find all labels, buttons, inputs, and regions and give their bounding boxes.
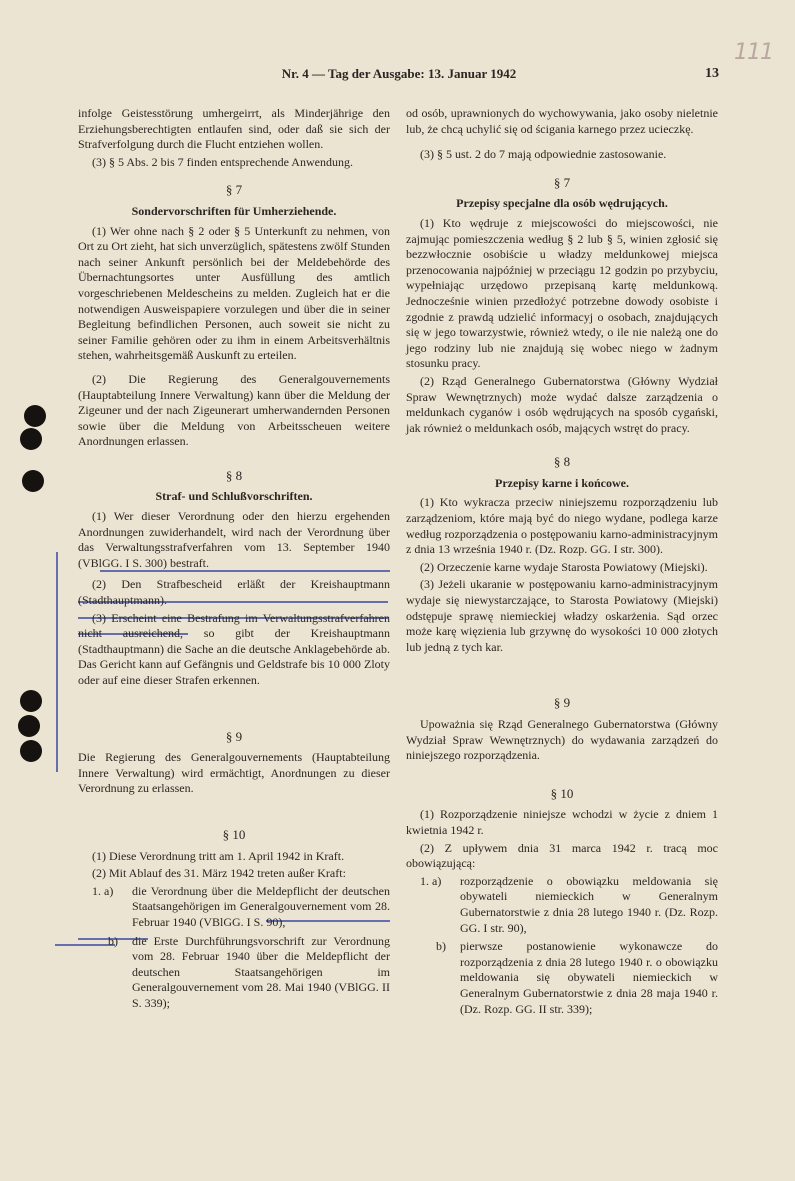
repeal-list — [406, 874, 718, 1017]
section-title: Przepisy karne i końcowe. — [495, 475, 629, 490]
list-marker: 1. a) — [420, 873, 442, 888]
repeal-list — [78, 884, 390, 1012]
list-item — [406, 939, 718, 1017]
list-item-text: pierwsze postanowienie wykonawcze do rozporządzenia z dnia 28 lutego 1940 r. o obowiązku meldowania się obywateli niemieckich w Generalnym Gubernatorstwie z dnia 28 maja 1940 r. (Dz. Rozp. GG. II str. 339); — [460, 939, 718, 1016]
page-header: Nr. 4 — Tag der Ausgabe: 13. Januar 1942 — [281, 66, 517, 81]
list-marker: b) — [108, 933, 118, 948]
continuation-paragraph: od osób, uprawnionych do wychowywania, jako osoby nieletnie lub, że chcą uchylić się od ścigania karnego przez ucieczkę. — [406, 106, 718, 136]
paragraph: (1) Rozporządzenie niniejsze wchodzi w życie z dniem 1 kwietnia 1942 r. — [406, 807, 718, 837]
section-title: Przepisy specjalne dla osób wędrujących. — [456, 196, 668, 211]
list-marker: b) — [436, 939, 446, 954]
section-heading: § 7 — [225, 182, 243, 198]
paragraph: (2) Rząd Generalnego Gubernatorstwa (Główny Wydział Spraw Wewnętrznych) może wydać dalsze zarządzenia o meldunkach cyganów i osób wędrujących na sposób cygański, jak również o meldunkach osób, mających wstręt do pracy. — [406, 373, 718, 435]
list-marker: 1. a) — [92, 883, 114, 898]
paragraph: (3) § 5 Abs. 2 bis 7 finden entsprechende Anwendung. — [92, 154, 353, 169]
list-item-text: die Verordnung über die Meldepflicht der deutschen Staatsangehörigen im Generalgouvernement vom 28. Februar 1940 (VBlGG. I S. 90), — [132, 883, 390, 929]
section-title: Straf- und Schlußvorschriften. — [155, 489, 313, 504]
paragraph: (1) Kto wykracza przeciw niniejszemu rozporządzeniu lub zarządzeniom, które mają być do niego wydane, podlega karze według rozporządzenia o postępowaniu karno-administracyjnym z dnia 13 września 1940 r. (Dz. Rozp. GG. I str. 300). — [406, 495, 718, 557]
list-item-text: rozporządzenie o obowiązku meldowania się obywateli niemieckich w Generalnym Gubernatorstwie z dnia 28 lutego 1940 r. (Dz. Rozp. GG. I str. 90), — [460, 873, 718, 935]
section-heading: § 8 — [225, 467, 243, 483]
margin-pencil-line — [56, 552, 58, 772]
section-heading: § 7 — [553, 174, 571, 190]
binder-hole — [20, 740, 42, 762]
section-title: Sondervorschriften für Umherziehende. — [131, 203, 337, 218]
list-item — [406, 874, 718, 936]
paragraph: (2) Orzeczenie karne wydaje Starosta Powiatowy (Miejski). — [420, 559, 708, 574]
section-heading: § 10 — [550, 785, 574, 801]
list-item — [78, 934, 390, 1012]
paragraph: (1) Wer dieser Verordnung oder den hierzu ergehenden Anordnungen zuwiderhandelt, wird nach der Verordnung über das Verwaltungsstrafverfahren vom 13. September 1940 (VBlGG. I S. 300) bestraft. — [78, 509, 390, 570]
paragraph: (3) § 5 ust. 2 do 7 mają odpowiednie zastosowanie. — [420, 147, 667, 162]
binder-hole — [20, 428, 42, 450]
paragraph: (1) Kto wędruje z miejscowości do miejscowości, nie zajmując pomieszczenia według § 2 lub § 5, winien zgłosić się bezzwłocznie osobiście u władzy meldunkowej miejsca przenocowania najpóźniej w przeciągu 12 godzin po przybyciu, wypełniając urzędowo przepisaną kartę meldunkową. Jednocześnie winien przedłożyć potrzebne dowody osobiste i zgodnie z prawdą udzielić informacyj o osobach, znajdujących się w jego towarzystwie, również wtedy, o ile nie należą one do jego rodziny lub nie znajdują się wobec niego w żadnym stosunku pracy. — [406, 215, 718, 371]
binder-hole — [20, 690, 42, 712]
paragraph: (2) Mit Ablauf des 31. März 1942 treten außer Kraft: — [92, 866, 346, 881]
list-item-text: die Erste Durchführungsvorschrift zur Verordnung vom 28. Februar 1940 über die Meldepflicht der deutschen Staatsangehörigen im Generalgouvernement vom 28. Mai 1940 (VBlGG. II S. 339); — [132, 933, 390, 1010]
paragraph: (2) Z upływem dnia 31 marca 1942 r. tracą moc obowiązującą: — [406, 840, 718, 871]
section-heading: § 9 — [553, 695, 571, 711]
section-heading: § 8 — [553, 454, 571, 470]
page-number: 13 — [705, 66, 719, 81]
paragraph: (3) Jeżeli ukaranie w postępowaniu karno-administracyjnym wydaje się niewystarczające, to Starosta Powiatowy (Miejski) odstępuje sprawę niemieckiej władzy oskarżenia. Sąd orzec może karę więzienia lub grzywnę do wysokości 10 000 złotych lub jedną z tych kar. — [406, 577, 718, 654]
list-item — [78, 884, 390, 931]
handwritten-page-number: 111 — [734, 40, 773, 65]
binder-hole — [18, 715, 40, 737]
continuation-paragraph: infolge Geistesstörung umhergeirrt, als Minderjährige den Erziehungsberechtigten entlaufen sind, oder daß sie sich der Strafverfolgung durch die Flucht entziehen wollen. — [78, 106, 390, 152]
binder-hole — [22, 470, 44, 492]
section-heading: § 10 — [222, 826, 246, 842]
paragraph: (2) Den Strafbescheid erläßt der Kreishauptmann (Stadthauptmann). — [78, 577, 390, 608]
binder-hole — [24, 405, 46, 427]
paragraph: Upoważnia się Rząd Generalnego Gubernatorstwa (Główny Wydział Spraw Wewnętrznych) do wydawania zarządzeń do niniejszego rozporządzenia. — [406, 717, 718, 763]
paragraph: (3) Erscheint eine Bestrafung im Verwaltungsstrafverfahren nicht ausreichend, so gibt der Kreishauptmann (Stadthauptmann) die Sache an die deutsche Anklagebehörde ab. Das Gericht kann auf Gefängnis und Geldstrafe bis 10 000 Zloty oder auf eine dieser Strafen erkennen. — [78, 610, 390, 687]
paragraph: (1) Diese Verordnung tritt am 1. April 1942 in Kraft. — [92, 848, 345, 863]
paragraph: (1) Wer ohne nach § 2 oder § 5 Unterkunft zu nehmen, von Ort zu Ort zieht, hat sich unverzüglich, spätestens zwölf Stunden nach seiner Ankunft persönlich bei der Meldebehörde des Übernachtungsortes unter Ausfüllung des amtlich vorgeschriebenen Meldescheins zu melden. Zugleich hat er die notwendigen Ausweispapiere vorzulegen und über die in seiner Begleitung befindlichen Personen, auch soweit sie nicht zu seiner Familie gehören oder zu ihm in einem Arbeitsverhältnis stehen, wahrheitsgemäß Auskunft zu erteilen. — [78, 223, 390, 363]
german-column — [78, 106, 390, 1015]
section-heading: § 9 — [225, 728, 243, 744]
paragraph: (2) Die Regierung des Generalgouvernements (Hauptabteilung Innere Verwaltung) kann über die Meldung der Zigeuner und der nach Zigeunerart umherwandernden Personen sowie über die Meldung von Arbeitsscheuen weitere Anordnungen erlassen. — [78, 371, 390, 449]
paragraph: Die Regierung des Generalgouvernements (Hauptabteilung Innere Verwaltung) wird ermächtigt, Anordnungen zu dieser Verordnung zu erlassen. — [78, 750, 390, 796]
polish-column — [406, 106, 718, 1020]
